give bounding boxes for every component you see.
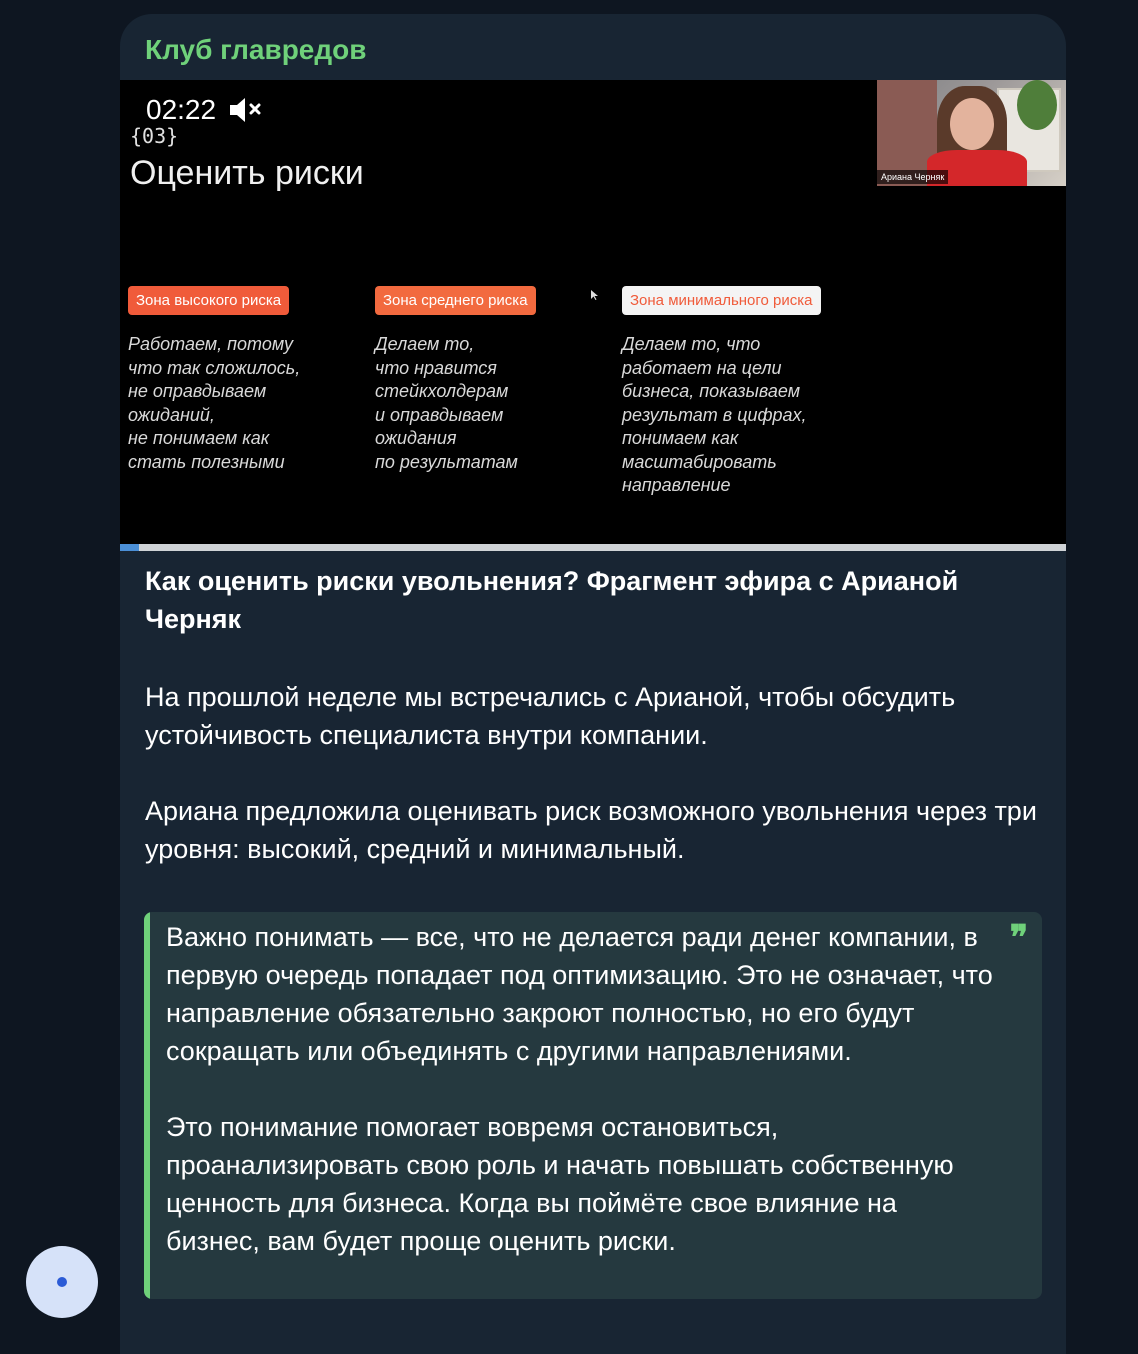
speaker-mute-icon[interactable] [228, 95, 264, 125]
slide-title: Оценить риски [130, 154, 364, 192]
zone-text-minimal: Делаем то, что работает на цели бизнеса, показываем результат в цифрах, понимаем как масштабировать направление [622, 334, 807, 495]
video-player[interactable] [120, 80, 1066, 544]
dot-icon [57, 1277, 67, 1287]
blockquote [144, 912, 1042, 1299]
mouse-cursor-icon [591, 290, 599, 300]
zone-badge-high: Зона высокого риска [128, 286, 289, 315]
zone-badge-minimal: Зона минимального риска [622, 286, 821, 315]
blockquote-bar [144, 912, 150, 1299]
speaker-webcam [877, 80, 1066, 186]
post-paragraph: На прошлой неделе мы встречались с Арианой, чтобы обсудить устойчивость специалиста внутри компании. [145, 682, 956, 750]
zone-high [128, 286, 300, 474]
zone-text-medium: Делаем то, что нравится стейкхолдерам и оправдываем ожидания по результатам [375, 334, 518, 472]
video-time-row [146, 94, 264, 126]
video-time: 02:22 [146, 94, 217, 125]
speaker-label: Ариана Черняк [877, 170, 948, 184]
quote-paragraph: Это понимание помогает вовремя остановиться, проанализировать свою роль и начать повышать собственную ценность для бизнеса. Когда вы поймёте свое влияние на бизнес, вам будет проще оценить риски. [166, 1112, 954, 1256]
post-paragraph: Ариана предложила оценивать риск возможного увольнения через три уровня: высокий, средний и минимальный. [145, 796, 1037, 864]
post-title: Как оценить риски увольнения? Фрагмент эфира с Арианой Черняк [145, 566, 959, 634]
channel-name[interactable]: Клуб главредов [145, 34, 367, 65]
video-progress-bar[interactable] [120, 544, 1066, 551]
video-progress-fill [120, 544, 139, 551]
message-card [120, 14, 1066, 1354]
slide-number: {03} [130, 124, 179, 148]
zone-badge-medium: Зона среднего риска [375, 286, 536, 315]
quote-paragraph: Важно понимать — все, что не делается ради денег компании, в первую очередь попадает под оптимизацию. Это не означает, что направление обязательно закроют полностью, но его будут сокращать или объединять с другими направлениями. [166, 922, 993, 1066]
floating-action-button[interactable] [26, 1246, 98, 1318]
blockquote-text [166, 918, 996, 1298]
zone-text-high: Работаем, потому что так сложилось, не оправдываем ожиданий, не понимаем как стать полезными [128, 334, 301, 472]
zone-medium [375, 286, 536, 474]
quote-icon: ❞ [1009, 918, 1028, 958]
zone-minimal [622, 286, 821, 498]
